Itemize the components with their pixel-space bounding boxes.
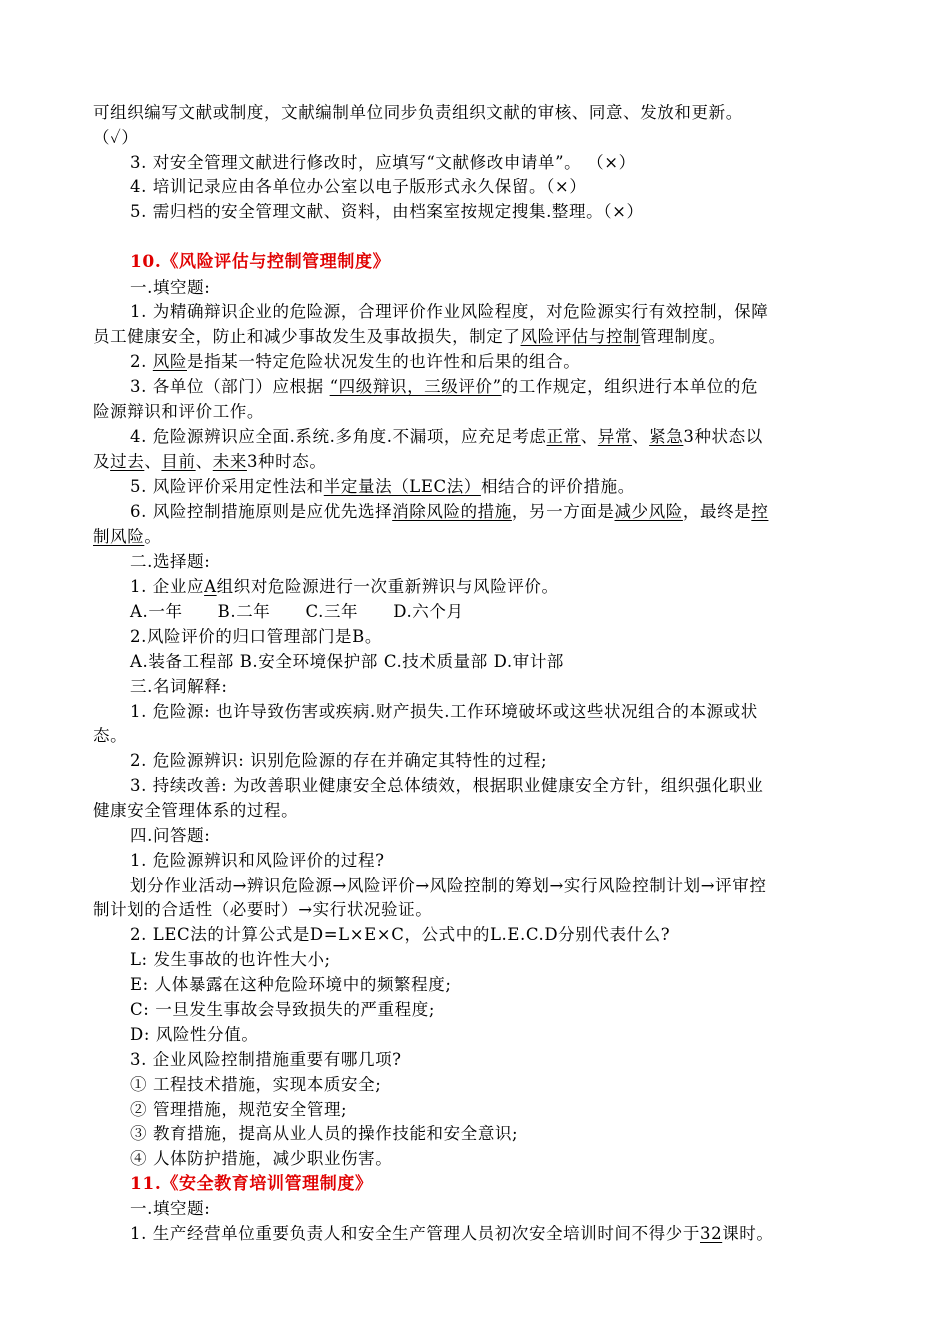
answer-text: ① 工程技术措施，实现本质安全; [130, 1075, 382, 1094]
question-text: 2. 风险是指某一特定危险状况发生的也许性和后果的组合。 [130, 352, 581, 371]
answer-blank: 异常 [597, 427, 633, 446]
answer-blank: 半定量法（LEC法） [323, 477, 481, 496]
question-text: 5. 风险评价采用定性法和半定量法（LEC法）相结合的评价措施。 [130, 477, 635, 496]
paragraph-line: 可组织编写文献或制度，文献编制单位同步负责组织文献的审核、同意、发放和更新。 [93, 103, 743, 122]
subsection-heading: 四.问答题: [130, 826, 211, 845]
question-text: 4. 危险源辨识应全面.系统.多角度.不漏项，应充足考虑正常、异常、紧急3种状态以 [130, 427, 763, 446]
question-text: 3. 企业风险控制措施重要有哪几项? [130, 1050, 402, 1069]
answer-text: ② 管理措施，规范安全管理; [130, 1100, 348, 1119]
answer-text: L: 发生事故的也许性大小; [130, 950, 331, 969]
answer-blank: 控 [751, 502, 769, 521]
answer-blank: 32 [700, 1224, 723, 1243]
answer-blank: “四级辩识，三级评价” [329, 377, 502, 396]
question-text: 6. 风险控制措施原则是应优先选择消除风险的措施，另一方面是减少风险，最终是控 [130, 502, 769, 521]
choice-options: A.装备工程部 B.安全环境保护部 C.技术质量部 D.审计部 [130, 652, 565, 671]
question-text: 1. 生产经营单位重要负责人和安全生产管理人员初次安全培训时间不得少于32课时。 [130, 1224, 774, 1243]
answer-text: ④ 人体防护措施，减少职业伤害。 [130, 1149, 393, 1168]
question-text: 1. 危险源辨识和风险评价的过程? [130, 851, 385, 870]
answer-blank: A [204, 577, 217, 596]
section-title: 10.《风险评估与控制管理制度》 [130, 252, 391, 272]
term-definition: 健康安全管理体系的过程。 [93, 801, 299, 820]
answer-blank: 制风险 [93, 527, 145, 546]
question-text: 3. 各单位（部门）应根据 “四级辩识，三级评价”的工作规定，组织进行本单位的危 [130, 377, 759, 396]
term-definition: 态。 [93, 726, 128, 745]
answer-mark: （✓） [93, 128, 139, 147]
answer-blank: 紧急 [649, 427, 684, 446]
answer-text: 划分作业活动→辨识危险源→风险评价→风险控制的筹划→实行风险控制计划→评审控 [130, 876, 767, 895]
question-text: 险源辩识和评价工作。 [93, 402, 264, 421]
list-item: 5. 需归档的安全管理文献、资料，由档案室按规定搜集.整理。（×） [130, 202, 644, 221]
answer-blank: 风险 [152, 352, 187, 371]
question-text: 1. 为精确辩识企业的危险源，合理评价作业风险程度，对危险源实行有效控制，保障 [130, 302, 769, 321]
answer-blank: 目前 [161, 452, 196, 471]
term-definition: 2. 危险源辨识: 识别危险源的存在并确定其特性的过程; [130, 751, 548, 770]
answer-text: D: 风险性分值。 [130, 1025, 259, 1044]
question-text: 及过去、目前、未来3种时态。 [93, 452, 327, 471]
answer-text: C: 一旦发生事故会导致损失的严重程度; [130, 1000, 435, 1019]
subsection-heading: 一.填空题: [130, 278, 211, 297]
term-definition: 1. 危险源: 也许导致伤害或疾病.财产损失.工作环境破坏或这些状况组合的本源或状 [130, 702, 758, 721]
question-text: 2.风险评价的归口管理部门是B。 [130, 627, 382, 646]
answer-text: ③ 教育措施，提高从业人员的操作技能和安全意识; [130, 1124, 519, 1143]
answer-blank: 过去 [110, 452, 145, 471]
answer-blank: 减少风险 [614, 502, 683, 521]
question-text: 制风险。 [93, 527, 162, 546]
list-item: 3. 对安全管理文献进行修改时，应填写“文献修改申请单”。 （×） [130, 153, 636, 172]
section-title: 11.《安全教育培训管理制度》 [130, 1174, 373, 1194]
answer-blank: 风险评估与控制 [520, 327, 641, 346]
answer-blank: 正常 [546, 427, 581, 446]
subsection-heading: 一.填空题: [130, 1199, 211, 1218]
subsection-heading: 三.名词解释: [130, 677, 228, 696]
question-text: 员工健康安全，防止和减少事故发生及事故损失，制定了风险评估与控制管理制度。 [93, 327, 726, 346]
question-text: 2. LEC法的计算公式是D=L×E×C，公式中的L.E.C.D分别代表什么? [130, 925, 671, 944]
answer-blank: 消除风险的措施 [392, 502, 512, 521]
answer-blank: 未来 [212, 452, 247, 471]
subsection-heading: 二.选择题: [130, 552, 211, 571]
question-text: 1. 企业应A组织对危险源进行一次重新辨识与风险评价。 [130, 577, 559, 596]
list-item: 4. 培训记录应由各单位办公室以电子版形式永久保留。（×） [130, 177, 587, 196]
answer-text: 制计划的合适性（必要时）→实行状况验证。 [93, 900, 433, 919]
choice-options: A.一年 B.二年 C.三年 D.六个月 [130, 602, 464, 621]
term-definition: 3. 持续改善: 为改善职业健康安全总体绩效，根据职业健康安全方针，组织强化职业 [130, 776, 764, 795]
answer-text: E: 人体暴露在这种危险环境中的频繁程度; [130, 975, 452, 994]
